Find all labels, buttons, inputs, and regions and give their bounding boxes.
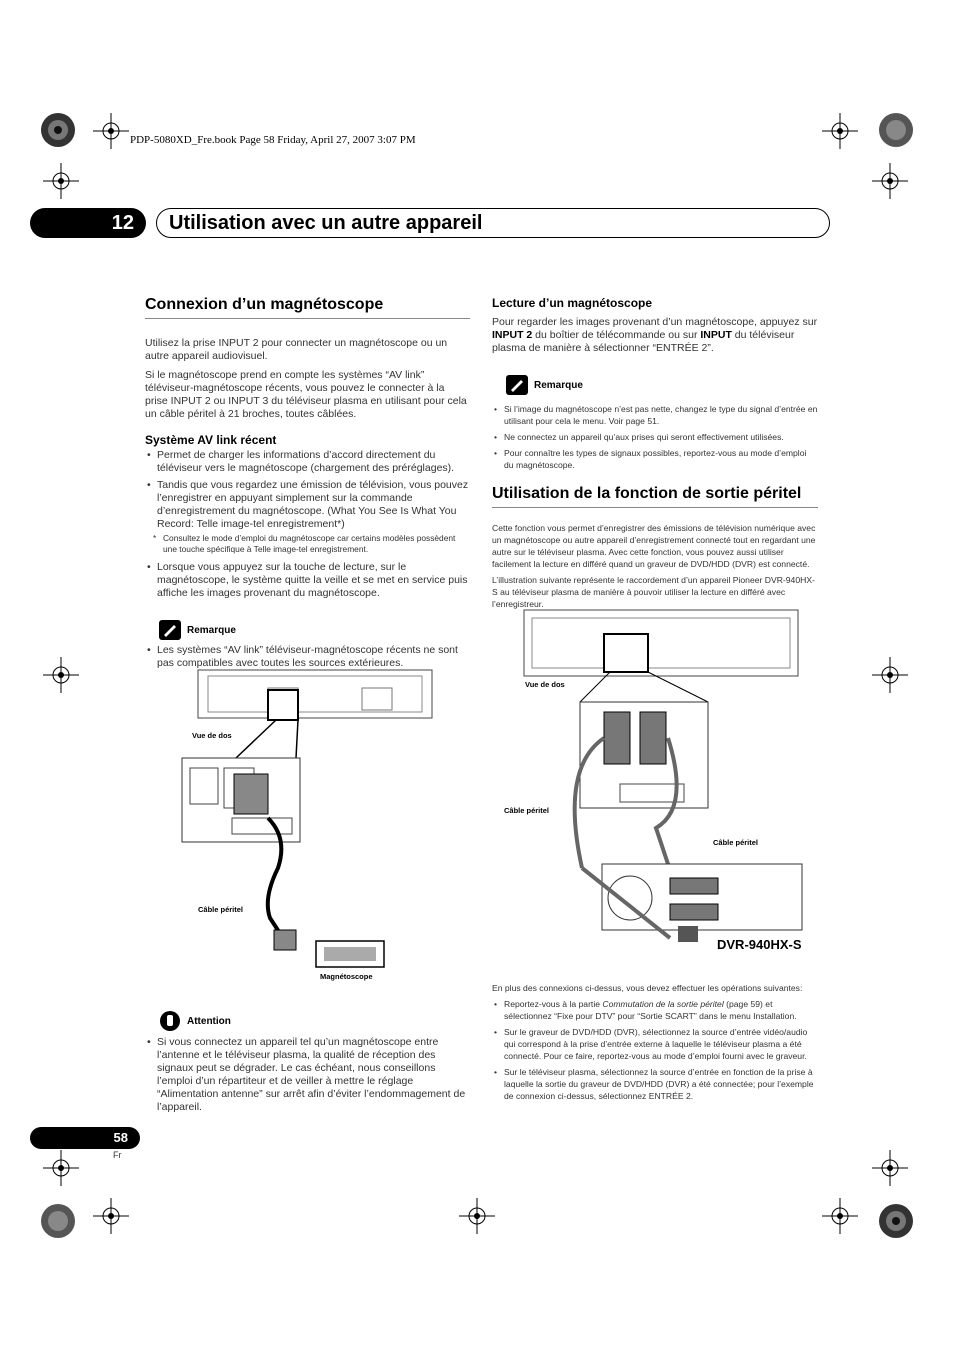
chapter-number: 12 bbox=[30, 208, 146, 238]
bullet-list bbox=[492, 403, 818, 471]
language-code: Fr bbox=[113, 1150, 122, 1160]
attention-label: Attention bbox=[187, 1015, 231, 1027]
vcr-connection-diagram bbox=[178, 668, 438, 984]
paragraph: Pour regarder les images provenant d’un magnétoscope, appuyez sur INPUT 2 du boîtier de télécommande ou sur INPUT du téléviseur plasma de manière à sélectionner “ENTRÉE 2”. bbox=[492, 316, 818, 354]
right-column bbox=[492, 296, 818, 610]
list-item: • Sur le téléviseur plasma, sélectionnez la source d’entrée en fonction de la prise à laquelle la sortie du graveur de DVD/HDD (DVR) a été connectée; pour l’exemple de connexion ci-dessus, sélectionnez ENTRÉE 2. bbox=[492, 1066, 818, 1102]
section-title: Utilisation de la fonction de sortie péritel bbox=[492, 485, 818, 508]
registration-mark bbox=[93, 113, 129, 149]
color-target-icon bbox=[40, 1203, 76, 1239]
figure-caption: Magnétoscope bbox=[320, 972, 373, 981]
figure-caption: Câble péritel bbox=[504, 806, 550, 815]
section-body bbox=[492, 522, 818, 610]
note-label: Remarque bbox=[534, 379, 583, 391]
registration-mark bbox=[872, 657, 908, 693]
page-number: 58 bbox=[30, 1127, 140, 1149]
list-item: • Si vous connectez un appareil tel qu’un magnétoscope entre l’antenne et le téléviseur plasma, la qualité de réception des signaux peut se dégrader. Le cas échéant, nous conseillons l’emploi d’un répartiteur et de veiller à mettre le réglage “Alimentation antenne” sur arrêt afin d’éviter l’endommagement de l’appareil. bbox=[145, 1036, 470, 1114]
bullet-list bbox=[145, 1036, 470, 1114]
bullet-list bbox=[145, 449, 470, 531]
section-title: Connexion d’un magnétoscope bbox=[145, 296, 470, 319]
registration-mark bbox=[43, 1150, 79, 1186]
registration-mark bbox=[872, 163, 908, 199]
book-info-line: PDP-5080XD_Fre.book Page 58 Friday, April 27, 2007 3:07 PM bbox=[130, 134, 416, 146]
pencil-note-icon bbox=[506, 375, 528, 395]
figure-caption: Câble péritel bbox=[198, 905, 244, 914]
note-heading bbox=[145, 620, 470, 640]
subheading: Lecture d’un magnétoscope bbox=[492, 296, 653, 310]
dvr-connection-diagram bbox=[520, 608, 810, 960]
figure-caption: Câble péritel bbox=[713, 838, 759, 847]
bullet-list bbox=[492, 998, 818, 1102]
hand-warning-icon bbox=[159, 1010, 181, 1032]
bullet-list bbox=[145, 644, 470, 670]
paragraph: Utilisez la prise INPUT 2 pour connecter un magnétoscope ou un autre appareil audiovisuel. bbox=[145, 337, 448, 362]
figure-caption: Vue de dos bbox=[192, 731, 232, 740]
paragraph: L’illustration suivante représente le raccordement d’un appareil Pioneer DVR-940HX-S au téléviseur plasma de manière à pouvoir utiliser la lecture en différé avec l’enregistreur. bbox=[492, 575, 815, 609]
paragraph: En plus des connexions ci-dessus, vous devez effectuer les opérations suivantes: bbox=[492, 983, 803, 993]
right-bottom-text bbox=[492, 982, 818, 1106]
left-column bbox=[145, 296, 470, 674]
list-item: • Sur le graveur de DVD/HDD (DVR), sélectionnez la source d’entrée vidéo/audio qui correspond à la prise d’entrée externe à laquelle le téléviseur plasma a été connecté. Pour ce faire, reportez-vous au mode d’emploi fourni avec le graveur. bbox=[492, 1026, 818, 1062]
bullet-list bbox=[145, 561, 470, 600]
color-target-icon bbox=[878, 112, 914, 148]
chapter-title: Utilisation avec un autre appareil bbox=[156, 208, 830, 238]
paragraph: Si le magnétoscope prend en compte les systèmes “AV link” téléviseur-magnétoscope récents, vous pouvez le connecter à la prise INPUT 2 ou INPUT 3 du téléviseur plasma en utilisant pour cela un câble péritel à 21 broches, toutes câblées. bbox=[145, 369, 467, 420]
registration-mark bbox=[93, 1198, 129, 1234]
list-item: • Les systèmes “AV link” téléviseur-magnétoscope récents ne sont pas compatibles avec toutes les sources extérieures. bbox=[145, 644, 470, 670]
list-item: • Si l’image du magnétoscope n’est pas nette, changez le type du signal d’entrée en utilisant pour cela le menu. Voir page 51. bbox=[492, 403, 818, 427]
list-item: • Reportez-vous à la partie Commutation de la sortie péritel (page 59) et sélectionnez “Fixe pour DTV” pour “Sortie SCART” dans le menu Installation. bbox=[492, 998, 818, 1022]
note-label: Remarque bbox=[187, 624, 236, 636]
color-target-icon bbox=[40, 112, 76, 148]
chapter-header bbox=[30, 208, 820, 238]
figure-caption: Vue de dos bbox=[525, 680, 565, 689]
list-item: • Lorsque vous appuyez sur la touche de lecture, sur le magnétoscope, le système quitte la veille et se met en service puis affiche les images provenant du magnétoscope. bbox=[145, 561, 470, 600]
footnote: * Consultez le mode d’emploi du magnétoscope car certains modèles possèdent une touche spécifique à Telle image-tel enregistrement. bbox=[145, 533, 470, 555]
registration-mark bbox=[43, 163, 79, 199]
list-item: • Tandis que vous regardez une émission de télévision, vous pouvez l’enregistrer en appuyant simplement sur la commande d’enregistrement du magnétoscope. (What You See Is What You Record: Telle image-tel enregistrement*) bbox=[145, 479, 470, 531]
registration-mark bbox=[43, 657, 79, 693]
list-item: • Ne connectez un appareil qu’aux prises qui seront effectivement utilisées. bbox=[492, 431, 818, 443]
subheading: Système AV link récent bbox=[145, 433, 277, 447]
attention-heading bbox=[145, 1010, 470, 1032]
list-item: • Pour connaître les types de signaux possibles, reportez-vous au mode d’emploi du magnétoscope. bbox=[492, 447, 818, 471]
note-heading bbox=[492, 375, 818, 395]
registration-mark bbox=[872, 1150, 908, 1186]
registration-mark bbox=[822, 113, 858, 149]
registration-mark bbox=[822, 1198, 858, 1234]
paragraph: Cette fonction vous permet d’enregistrer des émissions de télévision numérique avec un magnétoscope ou autre appareil d’enregistrement connecté tout en regardant une autre sur le téléviseur plasma. Avec cette fonction, vous pouvez aussi utiliser facilement la lecture en différé quand un graveur de DVD/HDD (DVR) est connecté. bbox=[492, 523, 816, 569]
registration-mark bbox=[459, 1198, 495, 1234]
color-target-icon bbox=[878, 1203, 914, 1239]
list-item: • Permet de charger les informations d’accord directement du téléviseur vers le magnétoscope (chargement des préréglages). bbox=[145, 449, 470, 475]
attention-box bbox=[145, 1010, 470, 1118]
pencil-note-icon bbox=[159, 620, 181, 640]
model-label: DVR-940HX-S bbox=[717, 937, 802, 952]
